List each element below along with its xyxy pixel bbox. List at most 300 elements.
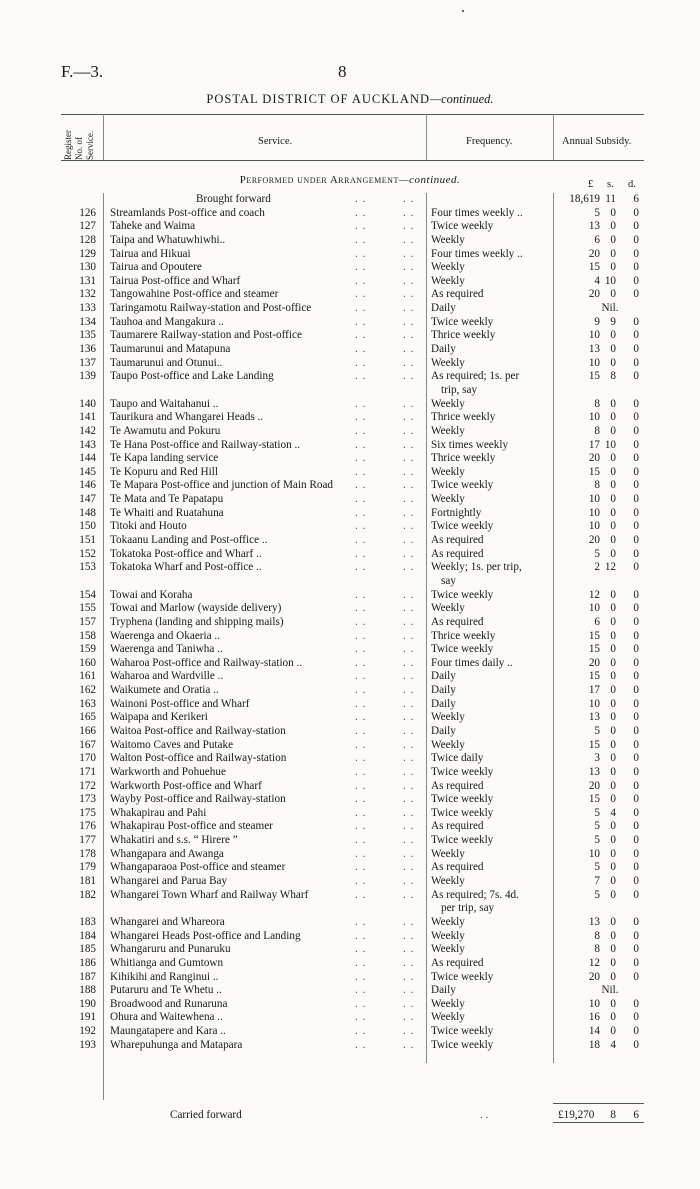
leader-dots: . . — [355, 424, 367, 437]
register-number: 165 — [79, 711, 96, 724]
register-number: 177 — [79, 834, 96, 847]
register-number: 184 — [79, 929, 96, 942]
frequency: Weekly — [431, 847, 465, 860]
register-number: 145 — [79, 465, 96, 478]
service-name: Taumarere Railway-station and Post-office — [110, 329, 302, 342]
register-number: 172 — [79, 779, 96, 792]
service-name: Te Kapa landing service — [110, 452, 219, 465]
leader-dots: . . — [403, 684, 415, 697]
leader-dots: . . — [355, 520, 367, 533]
table-top-rule — [61, 114, 644, 115]
subsidy-pounds: 5 — [594, 861, 600, 874]
subsidy-shillings: 0 — [610, 752, 616, 765]
subsidy-nil: Nil. — [601, 302, 619, 315]
leader-dots: . . — [355, 643, 367, 656]
subsidy-shillings: 0 — [610, 424, 616, 437]
leader-dots: . . — [403, 193, 415, 205]
leader-dots: . . — [355, 997, 367, 1010]
leader-dots: . . — [403, 834, 415, 847]
subsidy-pounds: 20 — [588, 970, 600, 983]
subsidy-shillings: 0 — [610, 1025, 616, 1038]
table-row — [0, 329, 700, 343]
leader-dots: . . — [403, 534, 415, 547]
leader-dots: . . — [355, 684, 367, 697]
table-row — [0, 711, 700, 725]
table-row — [0, 493, 700, 507]
register-number: 154 — [79, 588, 96, 601]
subsidy-pence: 0 — [633, 206, 639, 219]
subsidy-pence: 0 — [633, 711, 639, 724]
register-number: 143 — [79, 438, 96, 451]
column-header-subsidy: Annual Subsidy. — [562, 136, 632, 147]
service-name: Waitoa Post-office and Railway-station — [110, 724, 286, 737]
frequency: As required — [431, 547, 484, 560]
subsidy-shillings: 0 — [610, 656, 616, 669]
table-row — [0, 834, 700, 848]
leader-dots: . . — [403, 656, 415, 669]
subsidy-pence: 0 — [633, 220, 639, 233]
leader-dots: . . — [403, 561, 415, 574]
service-name: Wharepuhunga and Matapara — [110, 1038, 243, 1051]
register-number: 152 — [79, 547, 96, 560]
subsidy-pounds: 17 — [588, 684, 600, 697]
register-number: 182 — [79, 888, 96, 901]
leader-dots: . . — [403, 697, 415, 710]
subsidy-pounds: 20 — [588, 534, 600, 547]
leader-dots: . . — [403, 370, 415, 383]
subsidy-pence: 0 — [633, 615, 639, 628]
frequency: Weekly; 1s. per trip, — [431, 561, 522, 574]
leader-dots: . . — [355, 929, 367, 942]
register-number: 173 — [79, 793, 96, 806]
leader-dots: . . — [403, 233, 415, 246]
leader-dots: . . — [403, 356, 415, 369]
subsidy-pence: 0 — [633, 602, 639, 615]
leader-dots: . . — [403, 915, 415, 928]
subsidy-pence: 0 — [633, 806, 639, 819]
frequency: As required — [431, 534, 484, 547]
leader-dots: . . — [355, 397, 367, 410]
leader-dots: . . — [403, 1011, 415, 1024]
leader-dots: . . — [403, 274, 415, 287]
service-name: Kihikihi and Ranginui .. — [110, 970, 219, 983]
register-number: 160 — [79, 656, 96, 669]
service-name: Te Mata and Te Papatapu — [110, 493, 224, 506]
subsidy-pence: 0 — [633, 915, 639, 928]
frequency: Six times weekly — [431, 438, 509, 451]
table-row — [0, 425, 700, 439]
leader-dots: . . — [403, 329, 415, 342]
frequency: say — [441, 574, 456, 587]
frequency: As required — [431, 288, 484, 301]
service-name: Taupo and Waitahanui .. — [110, 397, 219, 410]
table-row — [0, 984, 700, 998]
service-name: Te Whaiti and Ruatahuna — [110, 506, 224, 519]
frequency: Weekly — [431, 356, 465, 369]
subsidy-pounds: 8 — [594, 397, 600, 410]
frequency: Four times daily .. — [431, 656, 513, 669]
table-row — [0, 1039, 700, 1053]
leader-dots: . . — [355, 274, 367, 287]
subsidy-pounds: 10 — [588, 493, 600, 506]
table-row — [0, 207, 700, 221]
table-row — [0, 930, 700, 944]
leader-dots: . . — [355, 888, 367, 901]
subsidy-shillings: 4 — [610, 1038, 616, 1051]
table-row — [0, 670, 700, 684]
subsidy-shillings: 0 — [610, 261, 616, 274]
table-row — [0, 875, 700, 889]
subsidy-shillings: 0 — [610, 397, 616, 410]
subsidy-shillings: 0 — [610, 793, 616, 806]
subsidy-shillings: 0 — [610, 875, 616, 888]
table-row — [0, 725, 700, 739]
subsidy-pence: 0 — [633, 997, 639, 1010]
leader-dots: . . — [403, 506, 415, 519]
subsidy-shillings: 4 — [610, 806, 616, 819]
leader-dots: . . — [403, 438, 415, 451]
leader-dots: . . — [403, 765, 415, 778]
subsidy-shillings: 0 — [610, 711, 616, 724]
leader-dots: . . — [403, 629, 415, 642]
table-row — [0, 889, 700, 903]
table-row — [0, 807, 700, 821]
leader-dots: . . — [403, 820, 415, 833]
subsidy-shillings: 0 — [610, 588, 616, 601]
subsidy-pence: 0 — [633, 1025, 639, 1038]
leader-dots: . . — [355, 411, 367, 424]
subsidy-shillings: 0 — [610, 329, 616, 342]
table-row — [0, 479, 700, 493]
leader-dots: . . — [355, 970, 367, 983]
subsidy-pounds: 15 — [588, 793, 600, 806]
leader-dots: . . — [403, 643, 415, 656]
subsidy-pence: 0 — [633, 943, 639, 956]
leader-dots: . . — [403, 493, 415, 506]
frequency: Weekly — [431, 738, 465, 751]
register-number: 153 — [79, 561, 96, 574]
subsidy-pounds: 13 — [588, 915, 600, 928]
table-row — [0, 548, 700, 562]
table-row — [0, 820, 700, 834]
subsidy-pounds: 5 — [594, 206, 600, 219]
leader-dots: . . — [403, 1025, 415, 1038]
subsidy-pence: 0 — [633, 261, 639, 274]
table-row — [0, 193, 700, 207]
service-name: Tangowahine Post-office and steamer — [110, 288, 279, 301]
register-number: 161 — [79, 670, 96, 683]
subsidy-shillings: 0 — [610, 506, 616, 519]
subsidy-pence: 0 — [633, 724, 639, 737]
unit-shillings: s. — [607, 179, 614, 190]
frequency: Twice weekly — [431, 765, 494, 778]
register-number: 191 — [79, 1011, 96, 1024]
table-row — [0, 848, 700, 862]
subsidy-pounds: 20 — [588, 288, 600, 301]
subsidy-pence: 0 — [633, 765, 639, 778]
table-row — [0, 739, 700, 753]
leader-dots: . . — [403, 997, 415, 1010]
subsidy-pounds: 10 — [588, 329, 600, 342]
table-row — [0, 520, 700, 534]
subsidy-pence: 0 — [633, 493, 639, 506]
subsidy-shillings: 0 — [610, 915, 616, 928]
subsidy-shillings: 11 — [605, 193, 616, 205]
register-number: 135 — [79, 329, 96, 342]
subsidy-pounds: 13 — [588, 765, 600, 778]
subsidy-pence: 0 — [633, 561, 639, 574]
leader-dots: . . — [403, 670, 415, 683]
register-number: 141 — [79, 411, 96, 424]
register-number: 132 — [79, 288, 96, 301]
subsidy-pence: 0 — [633, 506, 639, 519]
leader-dots: . . — [403, 793, 415, 806]
subsidy-shillings: 0 — [610, 970, 616, 983]
subsidy-shillings: 0 — [610, 465, 616, 478]
page-title — [0, 92, 700, 107]
frequency: Daily — [431, 343, 456, 356]
subsidy-pounds: 10 — [588, 520, 600, 533]
leader-dots: . . — [355, 711, 367, 724]
subsidy-pence: 0 — [633, 643, 639, 656]
frequency: Thrice weekly — [431, 411, 496, 424]
subsidy-shillings: 0 — [610, 997, 616, 1010]
leader-dots: . . — [403, 588, 415, 601]
unit-pounds: £ — [588, 179, 594, 190]
leader-dots: . . — [355, 656, 367, 669]
register-number: 171 — [79, 765, 96, 778]
speck — [462, 10, 464, 12]
subsidy-pounds: 16 — [588, 1011, 600, 1024]
subsidy-pence: 0 — [633, 547, 639, 560]
leader-dots: . . — [403, 302, 415, 315]
register-number: 133 — [79, 302, 96, 315]
frequency: Weekly — [431, 261, 465, 274]
subsidy-shillings: 0 — [610, 943, 616, 956]
leader-dots: . . — [403, 888, 415, 901]
table-row — [0, 561, 700, 575]
service-name: Taheke and Waima — [110, 220, 196, 233]
subsidy-pence: 0 — [633, 861, 639, 874]
leader-dots: . . — [355, 493, 367, 506]
service-name: Tokatoka Post-office and Wharf .. — [110, 547, 262, 560]
leader-dots: . . — [403, 943, 415, 956]
service-name: Whangarei Heads Post-office and Landing — [110, 929, 301, 942]
table-row — [0, 589, 700, 603]
subsidy-pence: 0 — [633, 411, 639, 424]
leader-dots: . . — [355, 697, 367, 710]
leader-dots: . . — [355, 356, 367, 369]
subsidy-pence: 0 — [633, 424, 639, 437]
frequency: Four times weekly .. — [431, 247, 523, 260]
leader-dots: . . — [403, 724, 415, 737]
leader-dots: . . — [403, 479, 415, 492]
subsidy-shillings: 10 — [604, 274, 616, 287]
subsidy-shillings: 0 — [610, 765, 616, 778]
register-number: 181 — [79, 875, 96, 888]
table-row — [0, 616, 700, 630]
subsidy-pounds: 12 — [588, 588, 600, 601]
subsidy-pence: 0 — [633, 397, 639, 410]
frequency: Thrice weekly — [431, 629, 496, 642]
subsidy-pence: 0 — [633, 588, 639, 601]
unit-pence: d. — [628, 179, 636, 190]
subsidy-shillings: 9 — [610, 315, 616, 328]
subsidy-pence: 0 — [633, 534, 639, 547]
table-row — [0, 1011, 700, 1025]
leader-dots: . . — [355, 193, 367, 205]
leader-dots: . . — [403, 465, 415, 478]
frequency: Twice weekly — [431, 970, 494, 983]
subsidy-shillings: 0 — [610, 1011, 616, 1024]
subsidy-shillings: 0 — [610, 534, 616, 547]
service-name: Taumarunui and Matapuna — [110, 343, 231, 356]
register-number: 179 — [79, 861, 96, 874]
subsidy-pounds: 10 — [588, 411, 600, 424]
subsidy-pounds: 12 — [588, 956, 600, 969]
subsidy-pence: 0 — [633, 656, 639, 669]
subsidy-pounds: 15 — [588, 370, 600, 383]
frequency: Weekly — [431, 493, 465, 506]
subsidy-pence: 0 — [633, 520, 639, 533]
service-name: Whangaparaoa Post-office and steamer — [110, 861, 286, 874]
subsidy-pounds: 5 — [594, 888, 600, 901]
subsidy-pounds: 6 — [594, 615, 600, 628]
subsidy-pence: 0 — [633, 820, 639, 833]
leader-dots: . . — [403, 288, 415, 301]
frequency: Weekly — [431, 929, 465, 942]
leader-dots: . . — [355, 765, 367, 778]
frequency: Weekly — [431, 465, 465, 478]
service-name: Warkworth and Pohuehue — [110, 765, 226, 778]
leader-dots: . . — [403, 779, 415, 792]
page-number: 8 — [338, 62, 347, 81]
register-number: 134 — [79, 315, 96, 328]
frequency: Weekly — [431, 602, 465, 615]
subsidy-shillings: 0 — [610, 670, 616, 683]
leader-dots: . . — [355, 779, 367, 792]
register-number: 190 — [79, 997, 96, 1010]
service-name: Whangarei and Whareora — [110, 915, 225, 928]
register-number: 193 — [79, 1038, 96, 1051]
subsidy-pence: 0 — [633, 1038, 639, 1051]
register-number: 127 — [79, 220, 96, 233]
register-number: 176 — [79, 820, 96, 833]
register-number: 158 — [79, 629, 96, 642]
table-row — [0, 261, 700, 275]
leader-dots: . . — [355, 984, 367, 997]
frequency: Thrice weekly — [431, 329, 496, 342]
register-number: 139 — [79, 370, 96, 383]
register-number: 163 — [79, 697, 96, 710]
table-row — [0, 698, 700, 712]
subsidy-pence: 0 — [633, 752, 639, 765]
register-line-2: No. of — [74, 137, 84, 160]
frequency: As required; 1s. per — [431, 370, 520, 383]
leader-dots: . . — [355, 452, 367, 465]
service-name: Whakapirau Post-office and steamer — [110, 820, 273, 833]
frequency: Twice weekly — [431, 1025, 494, 1038]
subsidy-pence: 0 — [633, 343, 639, 356]
subsidy-shillings: 0 — [610, 343, 616, 356]
subsidy-shillings: 0 — [610, 452, 616, 465]
subsidy-shillings: 0 — [610, 724, 616, 737]
frequency: Twice weekly — [431, 520, 494, 533]
subsidy-pence: 0 — [633, 452, 639, 465]
table-row — [0, 534, 700, 548]
service-name: Whakatiri and s.s. “ Hirere ” — [110, 834, 238, 847]
service-name: Tokatoka Wharf and Post-office .. — [110, 561, 262, 574]
table-row — [0, 998, 700, 1012]
leader-dots: . . — [355, 793, 367, 806]
table-row — [0, 248, 700, 262]
table-row — [0, 752, 700, 766]
subsidy-pounds: 10 — [588, 697, 600, 710]
frequency: As required — [431, 779, 484, 792]
subsidy-pence: 0 — [633, 329, 639, 342]
table-row — [0, 398, 700, 412]
subsidy-pounds: 8 — [594, 479, 600, 492]
frequency: Weekly — [431, 915, 465, 928]
frequency: per trip, say — [441, 902, 495, 915]
table-row — [0, 357, 700, 371]
leader-dots: . . — [355, 261, 367, 274]
subsidy-pounds: 8 — [594, 943, 600, 956]
table-row — [0, 220, 700, 234]
register-number: 166 — [79, 724, 96, 737]
frequency: Weekly — [431, 943, 465, 956]
column-header-service: Service. — [258, 136, 293, 147]
frequency: Fortnightly — [431, 506, 482, 519]
subsidy-pence: 0 — [633, 288, 639, 301]
service-name: Whangarei Town Wharf and Railway Wharf — [110, 888, 309, 901]
register-number: 175 — [79, 806, 96, 819]
subsidy-pounds: 13 — [588, 343, 600, 356]
leader-dots: . . — [355, 820, 367, 833]
subsidy-shillings: 12 — [604, 561, 616, 574]
service-name: Waerenga and Okaeria .. — [110, 629, 220, 642]
subsidy-shillings: 0 — [610, 206, 616, 219]
frequency: Weekly — [431, 875, 465, 888]
subsidy-pounds: 10 — [588, 506, 600, 519]
carried-forward-pence: 6 — [633, 1109, 639, 1121]
subsidy-pounds: 17 — [588, 438, 600, 451]
subsidy-shillings: 0 — [610, 411, 616, 424]
leader-dots: . . — [403, 984, 415, 997]
subsidy-pounds: 15 — [588, 643, 600, 656]
service-name: Taumarunui and Otunui.. — [110, 356, 223, 369]
table-row — [0, 602, 700, 616]
leader-dots: . . — [403, 452, 415, 465]
footer-leader: . . — [480, 1109, 489, 1121]
table-row — [0, 288, 700, 302]
subsidy-pence: 0 — [633, 274, 639, 287]
service-name: Maungatapere and Kara .. — [110, 1025, 226, 1038]
leader-dots: . . — [403, 615, 415, 628]
document-reference: F.—3. — [61, 62, 104, 81]
subsidy-shillings: 0 — [610, 493, 616, 506]
leader-dots: . . — [403, 738, 415, 751]
frequency: trip, say — [441, 383, 478, 396]
table-row — [0, 466, 700, 480]
table-row — [0, 902, 700, 916]
frequency: As required — [431, 956, 484, 969]
register-number: 185 — [79, 943, 96, 956]
subsidy-pence: 0 — [633, 370, 639, 383]
leader-dots: . . — [355, 315, 367, 328]
leader-dots: . . — [355, 861, 367, 874]
subsidy-pounds: 13 — [588, 220, 600, 233]
